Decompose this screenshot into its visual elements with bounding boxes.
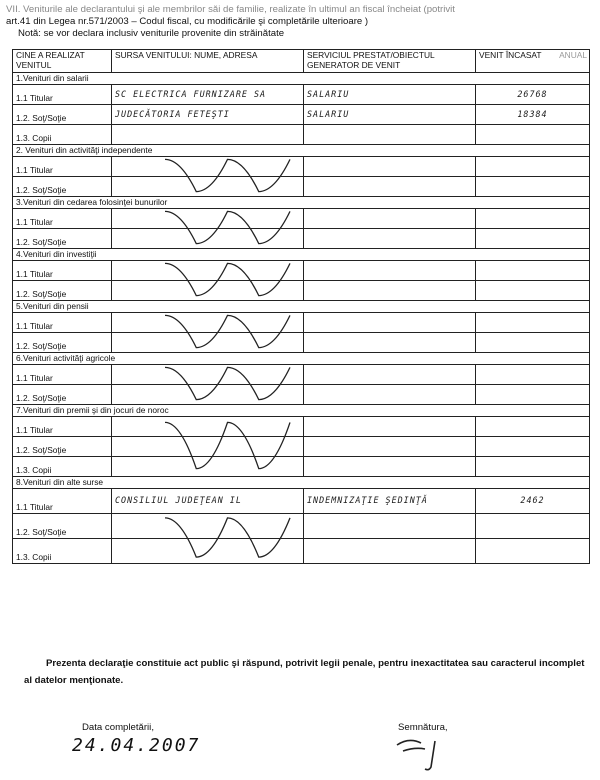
legal-statement: Prezenta declaraţie constituie act public şi răspund, potrivit legii penale, pentru inexactitatea sau caracterul incomplet al datelor menţionate. <box>24 658 585 686</box>
income-source-cell <box>112 417 304 437</box>
income-amount-cell <box>476 281 590 301</box>
table-row <box>13 457 590 477</box>
row-label: 1.2. Soţ/Soţie <box>13 177 112 197</box>
row-label: 1.1 Titular <box>13 365 112 385</box>
income-service-cell <box>304 209 476 229</box>
income-source-cell <box>112 437 304 457</box>
row-label: 1.2. Soţ/Soţie <box>13 105 112 125</box>
row-label: 1.2. Soţ/Soţie <box>13 333 112 353</box>
row-label: 1.2. Soţ/Soţie <box>13 437 112 457</box>
table-row <box>13 177 590 197</box>
table-row <box>13 365 590 385</box>
income-service-cell <box>304 157 476 177</box>
income-service-cell <box>304 417 476 437</box>
table-row <box>13 417 590 437</box>
table-row <box>13 281 590 301</box>
income-amount-cell <box>476 313 590 333</box>
table-row <box>13 514 590 539</box>
table-row <box>13 157 590 177</box>
section-title: 6.Venituri activităţi agricole <box>13 353 590 365</box>
income-amount-cell <box>476 229 590 249</box>
section-title: 7.Venituri din premii şi din jocuri de noroc <box>13 405 590 417</box>
section-row <box>13 405 590 417</box>
header-line-2: art.41 din Legea nr.571/2003 – Codul fiscal, cu modificările şi completările ulterioare ) <box>6 16 369 27</box>
row-label: 1.1 Titular <box>13 417 112 437</box>
table-row <box>13 539 590 564</box>
income-service-cell <box>304 177 476 197</box>
income-amount-cell: 26768 <box>476 85 590 105</box>
signature-mark <box>395 733 455 773</box>
row-label: 1.2. Soţ/Soţie <box>13 385 112 405</box>
table-header-row <box>13 50 590 73</box>
section-title: 3.Venituri din cedarea folosinţei bunurilor <box>13 197 590 209</box>
row-label: 1.1 Titular <box>13 313 112 333</box>
income-source-cell: SC ELECTRICA FURNIZARE SA <box>112 85 304 105</box>
income-service-cell <box>304 229 476 249</box>
table-row <box>13 313 590 333</box>
table-row <box>13 489 590 514</box>
table-row <box>13 229 590 249</box>
income-amount-cell <box>476 385 590 405</box>
income-source-cell <box>112 209 304 229</box>
income-amount-cell <box>476 125 590 145</box>
col-header-amount-label: VENIT ÎNCASAT <box>479 50 542 60</box>
income-amount-cell <box>476 437 590 457</box>
col-header-source: SURSA VENITULUI: NUME, ADRESA <box>112 50 304 73</box>
income-service-cell <box>304 281 476 301</box>
row-label: 1.3. Copii <box>13 457 112 477</box>
income-source-cell <box>112 261 304 281</box>
income-source-cell <box>112 177 304 197</box>
income-service-cell <box>304 539 476 564</box>
income-source-cell <box>112 539 304 564</box>
income-amount-cell <box>476 209 590 229</box>
section-row <box>13 477 590 489</box>
row-label: 1.1 Titular <box>13 85 112 105</box>
row-label: 1.2. Soţ/Soţie <box>13 514 112 539</box>
table-row <box>13 209 590 229</box>
header-note: Notă: se vor declara inclusiv veniturile provenite din străinătate <box>18 28 285 39</box>
income-amount-cell: 18384 <box>476 105 590 125</box>
row-label: 1.2. Soţ/Soţie <box>13 281 112 301</box>
table-row <box>13 333 590 353</box>
income-source-cell <box>112 457 304 477</box>
section-row <box>13 197 590 209</box>
income-amount-cell <box>476 457 590 477</box>
income-service-cell <box>304 261 476 281</box>
income-table <box>12 49 590 564</box>
income-source-cell <box>112 313 304 333</box>
income-amount-cell <box>476 417 590 437</box>
table-row <box>13 125 590 145</box>
income-service-cell: SALARIU <box>304 85 476 105</box>
section-title: 2. Venituri din activităţi independente <box>13 145 590 157</box>
income-service-cell <box>304 457 476 477</box>
income-source-cell <box>112 333 304 353</box>
section-row <box>13 249 590 261</box>
income-service-cell: INDEMNIZAŢIE ŞEDINŢĂ <box>304 489 476 514</box>
income-source-cell: CONSILIUL JUDEŢEAN IL <box>112 489 304 514</box>
col-header-service: SERVICIUL PRESTAT/OBIECTUL GENERATOR DE VENIT <box>304 50 476 73</box>
income-source-cell <box>112 157 304 177</box>
income-source-cell <box>112 125 304 145</box>
income-source-cell <box>112 229 304 249</box>
col-header-annual: ANUAL <box>559 50 587 60</box>
section-title: 8.Venituri din alte surse <box>13 477 590 489</box>
income-amount-cell: 2462 <box>476 489 590 514</box>
section-title: 4.Venituri din investiţii <box>13 249 590 261</box>
row-label: 1.3. Copii <box>13 125 112 145</box>
income-amount-cell <box>476 539 590 564</box>
row-label: 1.1 Titular <box>13 157 112 177</box>
date-value: 24.04.2007 <box>72 735 201 756</box>
row-label: 1.3. Copii <box>13 539 112 564</box>
section-title: 5.Venituri din pensii <box>13 301 590 313</box>
row-label: 1.1 Titular <box>13 209 112 229</box>
income-amount-cell <box>476 177 590 197</box>
income-source-cell <box>112 365 304 385</box>
income-amount-cell <box>476 514 590 539</box>
income-amount-cell <box>476 261 590 281</box>
date-label: Data completării, <box>82 722 154 733</box>
row-label: 1.1 Titular <box>13 489 112 514</box>
income-source-cell <box>112 514 304 539</box>
income-service-cell <box>304 313 476 333</box>
income-source-cell: JUDECĂTORIA FETEŞTI <box>112 105 304 125</box>
income-amount-cell <box>476 333 590 353</box>
income-service-cell <box>304 514 476 539</box>
section-row <box>13 301 590 313</box>
section-title: 1.Venituri din salarii <box>13 73 590 85</box>
income-service-cell <box>304 385 476 405</box>
income-service-cell: SALARIU <box>304 105 476 125</box>
signature-label: Semnătura, <box>398 722 448 733</box>
table-row <box>13 261 590 281</box>
table-row <box>13 105 590 125</box>
income-service-cell <box>304 333 476 353</box>
table-row <box>13 437 590 457</box>
income-amount-cell <box>476 365 590 385</box>
table-row <box>13 385 590 405</box>
col-header-amount <box>476 50 590 73</box>
income-source-cell <box>112 385 304 405</box>
section-row <box>13 145 590 157</box>
section-row <box>13 353 590 365</box>
income-service-cell <box>304 365 476 385</box>
header-line-1: VII. Veniturile ale declarantului şi ale membrilor săi de familie, realizate în ultimul an fiscal încheiat (potrivit <box>6 4 455 15</box>
col-header-who: CINE A REALIZAT VENITUL <box>13 50 112 73</box>
section-row <box>13 73 590 85</box>
table-body <box>13 73 590 564</box>
income-service-cell <box>304 125 476 145</box>
row-label: 1.1 Titular <box>13 261 112 281</box>
income-service-cell <box>304 437 476 457</box>
row-label: 1.2. Soţ/Soţie <box>13 229 112 249</box>
income-amount-cell <box>476 157 590 177</box>
income-source-cell <box>112 281 304 301</box>
table-row <box>13 85 590 105</box>
